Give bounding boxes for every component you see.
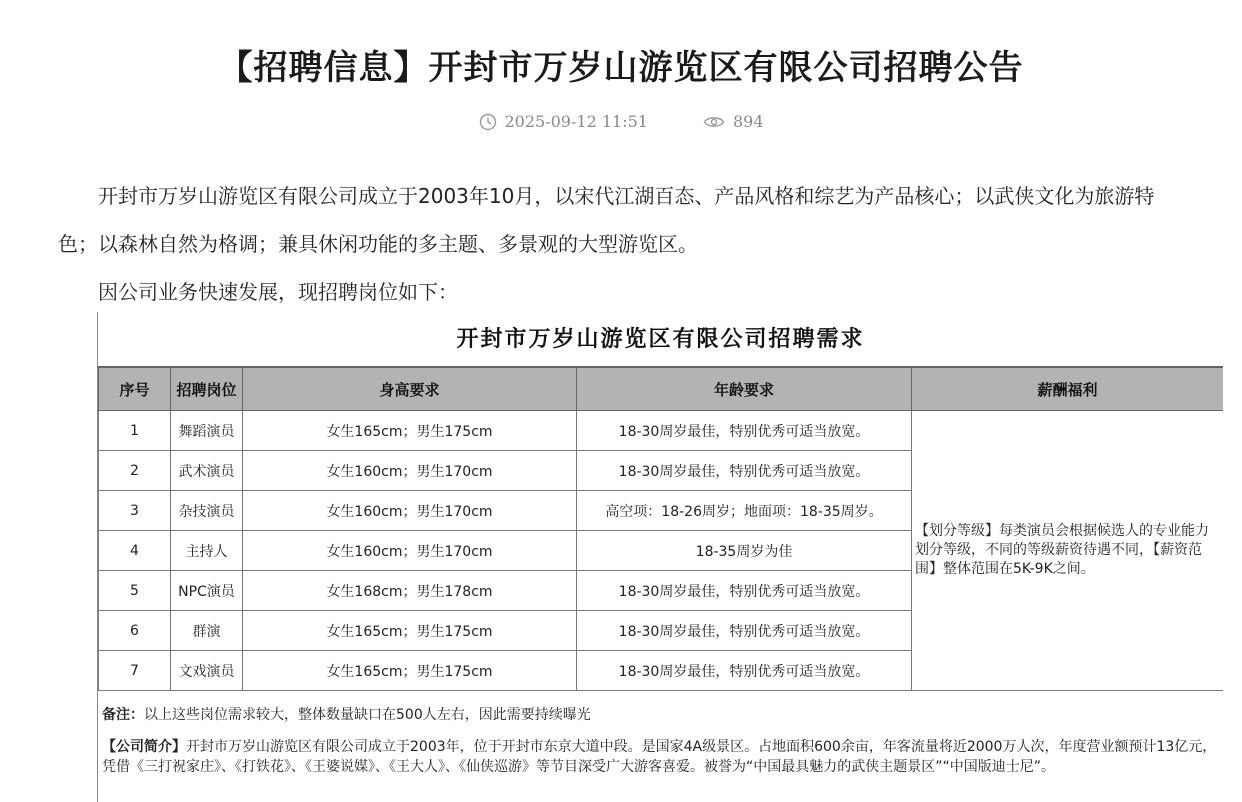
header-no: 序号 (99, 368, 171, 411)
cell-no: 3 (99, 491, 171, 531)
cell-height: 女生160cm；男生170cm (243, 451, 577, 491)
view-count (703, 112, 764, 131)
article-title: 【招聘信息】开封市万岁山游览区有限公司招聘公告 (218, 48, 1024, 88)
sheet-note (98, 691, 1223, 725)
intro-label: 【公司简介】 (102, 739, 186, 755)
cell-age: 18-30周岁最佳，特别优秀可适当放宽。 (577, 571, 912, 611)
publish-date (479, 112, 648, 131)
header-benefit: 薪酬福利 (912, 368, 1224, 411)
cell-benefit: 【划分等级】每类演员会根据候选人的专业能力划分等级，不同的等级薪资待遇不同，【薪资范围】整体范围在5K-9K之间。 (912, 411, 1224, 691)
cell-height: 女生165cm；男生175cm (243, 411, 577, 451)
cell-no: 4 (99, 531, 171, 571)
requirements-table (98, 367, 1223, 691)
intro-paragraph: 开封市万岁山游览区有限公司成立于2003年10月，以宋代江湖百态、产品风格和综艺为产品核心；以武侠文化为旅游特色；以森林自然为格调；兼具休闲功能的多主题、多景观的大型游览区。 (58, 184, 1155, 256)
cell-no: 2 (99, 451, 171, 491)
company-intro (98, 725, 1223, 777)
eye-icon (703, 114, 725, 130)
note-text: 以上这些岗位需求较大，整体数量缺口在500人左右，因此需要持续曝光 (144, 707, 591, 723)
cell-position: 主持人 (171, 531, 243, 571)
cell-no: 6 (99, 611, 171, 651)
note-label: 备注： (102, 707, 144, 723)
cell-position: 武术演员 (171, 451, 243, 491)
date-text: 2025-09-12 11:51 (504, 112, 648, 131)
views-text: 894 (732, 112, 764, 131)
cell-age: 18-30周岁最佳，特别优秀可适当放宽。 (577, 611, 912, 651)
cell-no: 1 (99, 411, 171, 451)
hiring-paragraph: 因公司业务快速发展，现招聘岗位如下： (98, 280, 458, 304)
cell-age: 18-35周岁为佳 (577, 531, 912, 571)
cell-position: 舞蹈演员 (171, 411, 243, 451)
cell-height: 女生160cm；男生170cm (243, 531, 577, 571)
cell-height: 女生165cm；男生175cm (243, 611, 577, 651)
cell-height: 女生160cm；男生170cm (243, 491, 577, 531)
header-age: 年龄要求 (577, 368, 912, 411)
cell-no: 5 (99, 571, 171, 611)
cell-position: 群演 (171, 611, 243, 651)
recruitment-sheet-image (97, 312, 1223, 802)
cell-age: 高空项：18-26周岁；地面项：18-35周岁。 (577, 491, 912, 531)
cell-age: 18-30周岁最佳，特别优秀可适当放宽。 (577, 451, 912, 491)
cell-position: 文戏演员 (171, 651, 243, 691)
header-position: 招聘岗位 (171, 368, 243, 411)
header-height: 身高要求 (243, 368, 577, 411)
article-meta (0, 112, 1242, 131)
table-header-row (99, 368, 1224, 411)
clock-icon (479, 113, 497, 131)
cell-no: 7 (99, 651, 171, 691)
intro-text: 开封市万岁山游览区有限公司成立于2003年，位于开封市东京大道中段。是国家4A级景区。占地面积600余亩，年客流量将近2000万人次，年度营业额预计13亿元，凭借《三打祝家庄》、《打铁花》、《王婆说媒》、《王大人》、《仙侠巡游》等节目深受广大游客喜爱。被誉为“中国最具魅力的武侠主题景区”“中国版迪士尼”。 (102, 739, 1217, 775)
table-row (99, 411, 1224, 451)
cell-height: 女生168cm；男生178cm (243, 571, 577, 611)
cell-position: NPC演员 (171, 571, 243, 611)
cell-height: 女生165cm；男生175cm (243, 651, 577, 691)
cell-age: 18-30周岁最佳，特别优秀可适当放宽。 (577, 411, 912, 451)
sheet-title: 开封市万岁山游览区有限公司招聘需求 (98, 312, 1223, 367)
cell-age: 18-30周岁最佳，特别优秀可适当放宽。 (577, 651, 912, 691)
cell-position: 杂技演员 (171, 491, 243, 531)
